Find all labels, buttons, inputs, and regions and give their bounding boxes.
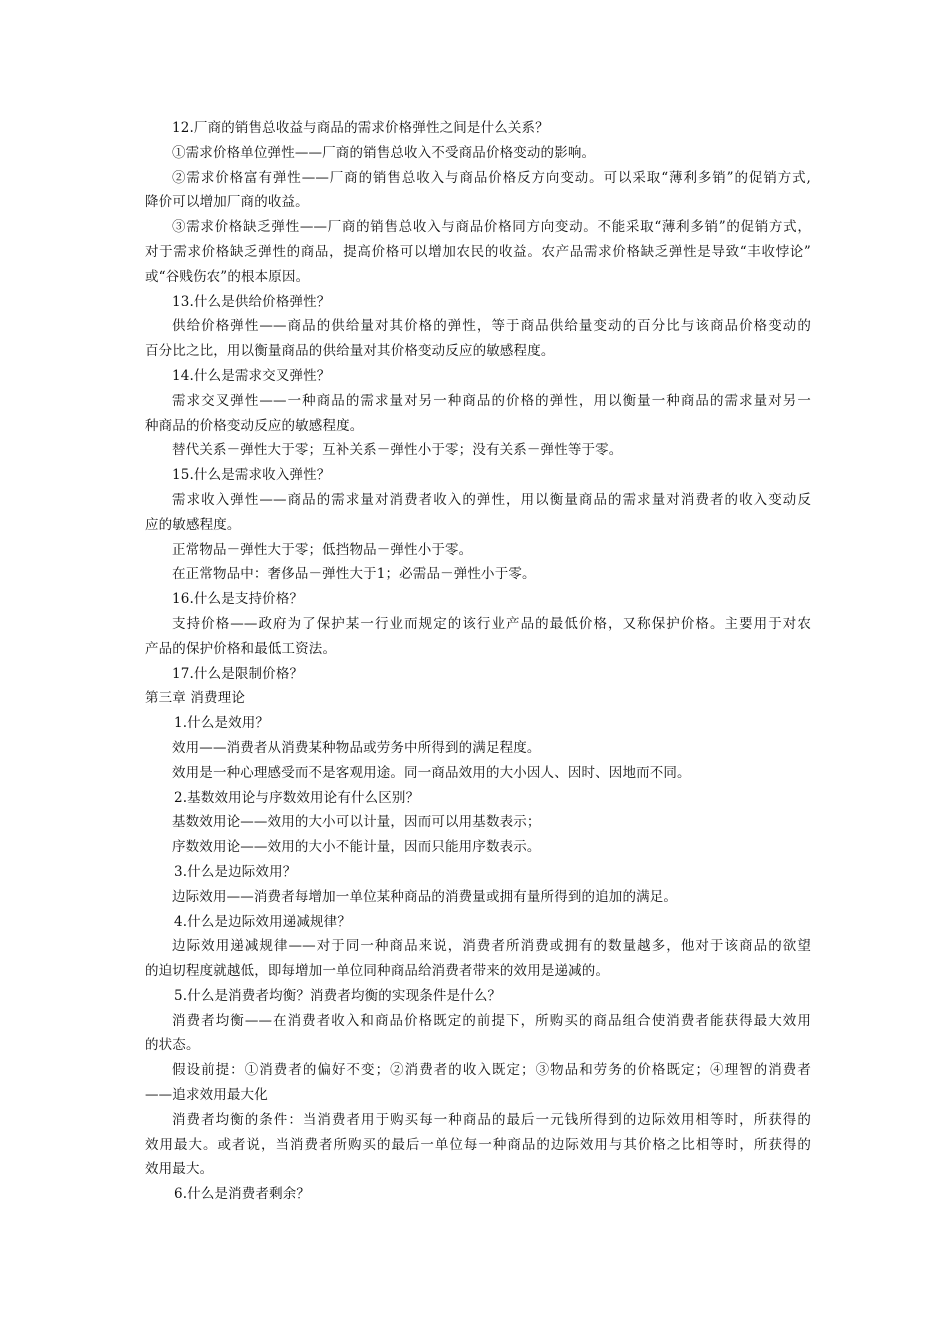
text-line: 的状态。 — [145, 1037, 200, 1054]
text-line: ——追求效用最大化 — [145, 1087, 268, 1104]
text-line: 第三章 消费理论 — [145, 690, 245, 707]
text-line: 13.什么是供给价格弹性？ — [172, 293, 331, 310]
text-line: ①需求价格单位弹性——厂商的销售总收入不受商品价格变动的影响。 — [172, 144, 596, 161]
text-line: 替代关系－弹性大于零；互补关系－弹性小于零；没有关系－弹性等于零。 — [172, 442, 623, 459]
text-line: 效用最大。或者说，当消费者所购买的最后一单位每一种商品的边际效用与其价格之比相等时，所获得的 — [145, 1136, 811, 1153]
text-line: 对于需求价格缺乏弹性的商品，提高价格可以增加农民的收益。农产品需求价格缺乏弹性是导致“丰收悖论” — [145, 243, 811, 260]
text-line: 基数效用论——效用的大小可以计量，因而可以用基数表示； — [172, 814, 541, 831]
text-line: 正常物品－弹性大于零；低挡物品－弹性小于零。 — [172, 541, 473, 558]
text-line: 的迫切程度就越低，即每增加一单位同种商品给消费者带来的效用是递减的。 — [145, 963, 610, 980]
text-line: 效用是一种心理感受而不是客观用途。同一商品效用的大小因人、因时、因地而不同。 — [172, 764, 691, 781]
text-line: 边际效用递减规律——对于同一种商品来说，消费者所消费或拥有的数量越多，他对于该商品的欲望 — [172, 938, 811, 955]
text-line: 在正常物品中：奢侈品－弹性大于1；必需品－弹性小于零。 — [172, 566, 536, 583]
text-line: 效用——消费者从消费某种物品或劳务中所得到的满足程度。 — [172, 739, 541, 756]
text-line: 4.什么是边际效用递减规律？ — [174, 913, 351, 930]
text-line: ②需求价格富有弹性——厂商的销售总收入与商品价格反方向变动。可以采取“薄利多销”的促销方式, — [172, 169, 811, 186]
text-line: 1.什么是效用？ — [174, 715, 270, 732]
text-line: 产品的保护价格和最低工资法。 — [145, 640, 337, 657]
text-line: 15.什么是需求收入弹性？ — [172, 467, 331, 484]
text-line: 降价可以增加厂商的收益。 — [145, 194, 309, 211]
text-line: 2.基数效用论与序数效用论有什么区别？ — [174, 789, 420, 806]
text-line: 12.厂商的销售总收益与商品的需求价格弹性之间是什么关系？ — [172, 120, 549, 136]
text-line: 序数效用论——效用的大小不能计量，因而只能用序数表示。 — [172, 839, 541, 856]
text-line: 需求交叉弹性——一种商品的需求量对另一种商品的价格的弹性，用以衡量一种商品的需求量对另一 — [172, 392, 811, 409]
text-line: 供给价格弹性——商品的供给量对其价格的弹性，等于商品供给量变动的百分比与该商品价格变动的 — [172, 318, 811, 335]
text-line: 种商品的价格变动反应的敏感程度。 — [145, 417, 364, 434]
text-line: 效用最大。 — [145, 1161, 214, 1178]
document-page — [145, 116, 811, 1207]
text-line: 支持价格——政府为了保护某一行业而规定的该行业产品的最低价格，又称保护价格。主要用于对农 — [172, 615, 811, 632]
text-line: 3.什么是边际效用？ — [174, 863, 297, 880]
text-line: 百分比之比，用以衡量商品的供给量对其价格变动反应的敏感程度。 — [145, 343, 555, 360]
text-line: 消费者均衡——在消费者收入和商品价格既定的前提下，所购买的商品组合使消费者能获得最大效用 — [172, 1012, 811, 1029]
text-line: 应的敏感程度。 — [145, 516, 241, 533]
text-line: 假设前提：①消费者的偏好不变；②消费者的收入既定；③物品和劳务的价格既定；④理智的消费者 — [172, 1062, 811, 1079]
text-line: 5.什么是消费者均衡？消费者均衡的实现条件是什么？ — [174, 987, 502, 1004]
text-line: 14.什么是需求交叉弹性？ — [172, 367, 331, 384]
text-line: 17.什么是限制价格？ — [172, 665, 304, 682]
text-line: 6.什么是消费者剩余？ — [174, 1186, 311, 1203]
text-line: 需求收入弹性——商品的需求量对消费者收入的弹性，用以衡量商品的需求量对消费者的收入变动反 — [172, 491, 811, 508]
text-line: 或“谷贱伤农”的根本原因。 — [145, 268, 310, 285]
text-line: 边际效用——消费者每增加一单位某种商品的消费量或拥有量所得到的追加的满足。 — [172, 888, 678, 905]
text-line: ③需求价格缺乏弹性——厂商的销售总收入与商品价格同方向变动。不能采取“薄利多销”的促销方式， — [172, 219, 811, 236]
text-line: 16.什么是支持价格？ — [172, 591, 304, 608]
text-line: 消费者均衡的条件：当消费者用于购买每一种商品的最后一元钱所得到的边际效用相等时，所获得的 — [172, 1111, 811, 1128]
